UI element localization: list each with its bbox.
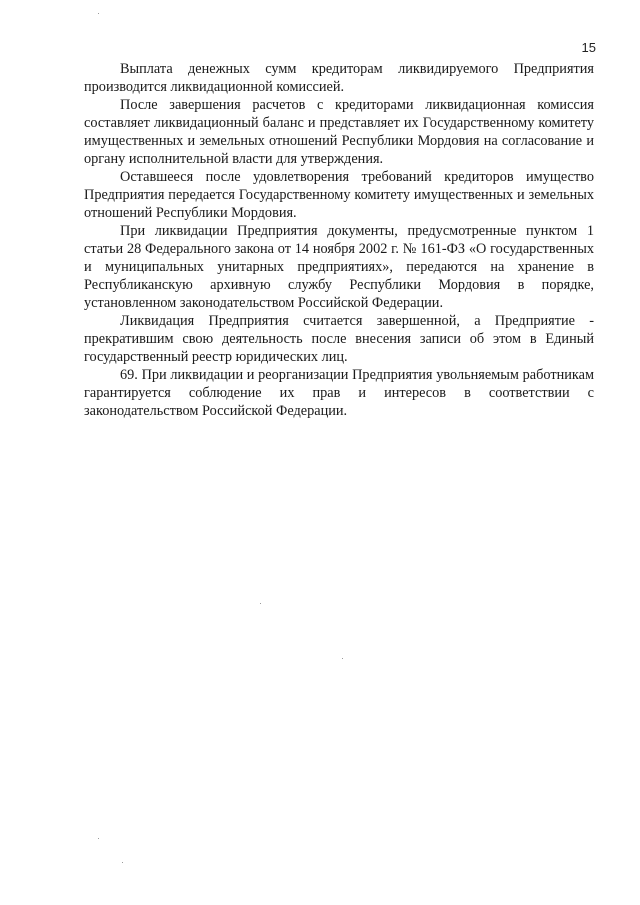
paragraph-creditor-payments: Выплата денежных сумм кредиторам ликвидируемого Предприятия производится ликвидационной комиссией. [84,61,594,95]
scan-speck [122,862,123,863]
scan-speck [98,13,99,14]
scan-speck [342,658,343,659]
page-number: 15 [581,40,596,55]
paragraph-employee-guarantees: 69. При ликвидации и реорганизации Предприятия увольняемым работникам гарантируется соблюдение их прав и интересов в соответствии с законодательством Российской Федерации. [84,367,594,419]
paragraph-liquidation-completion: Ликвидация Предприятия считается завершенной, а Предприятие - прекратившим свою деятельность после внесения записи об этом в Единый государственный реестр юридических лиц. [84,313,594,365]
scan-speck [98,838,99,839]
document-body [84,60,594,420]
paragraph-remaining-property: Оставшееся после удовлетворения требований кредиторов имущество Предприятия передается Государственному комитету имущественных и земельных отношений Республики Мордовия. [84,169,594,221]
paragraph-liquidation-balance: После завершения расчетов с кредиторами ликвидационная комиссия составляет ликвидационный баланс и представляет их Государственному комитету имущественных и земельных отношений Республики Мордовия на согласование и органу исполнительной власти для утверждения. [84,97,594,167]
paragraph-documents-archive: При ликвидации Предприятия документы, предусмотренные пунктом 1 статьи 28 Федерального закона от 14 ноября 2002 г. № 161-ФЗ «О государственных и муниципальных унитарных предприятиях», передаются на хранение в Республиканскую архивную службу Республики Мордовия в порядке, установленном законодательством Российской Федерации. [84,223,594,311]
scan-speck [260,603,261,604]
